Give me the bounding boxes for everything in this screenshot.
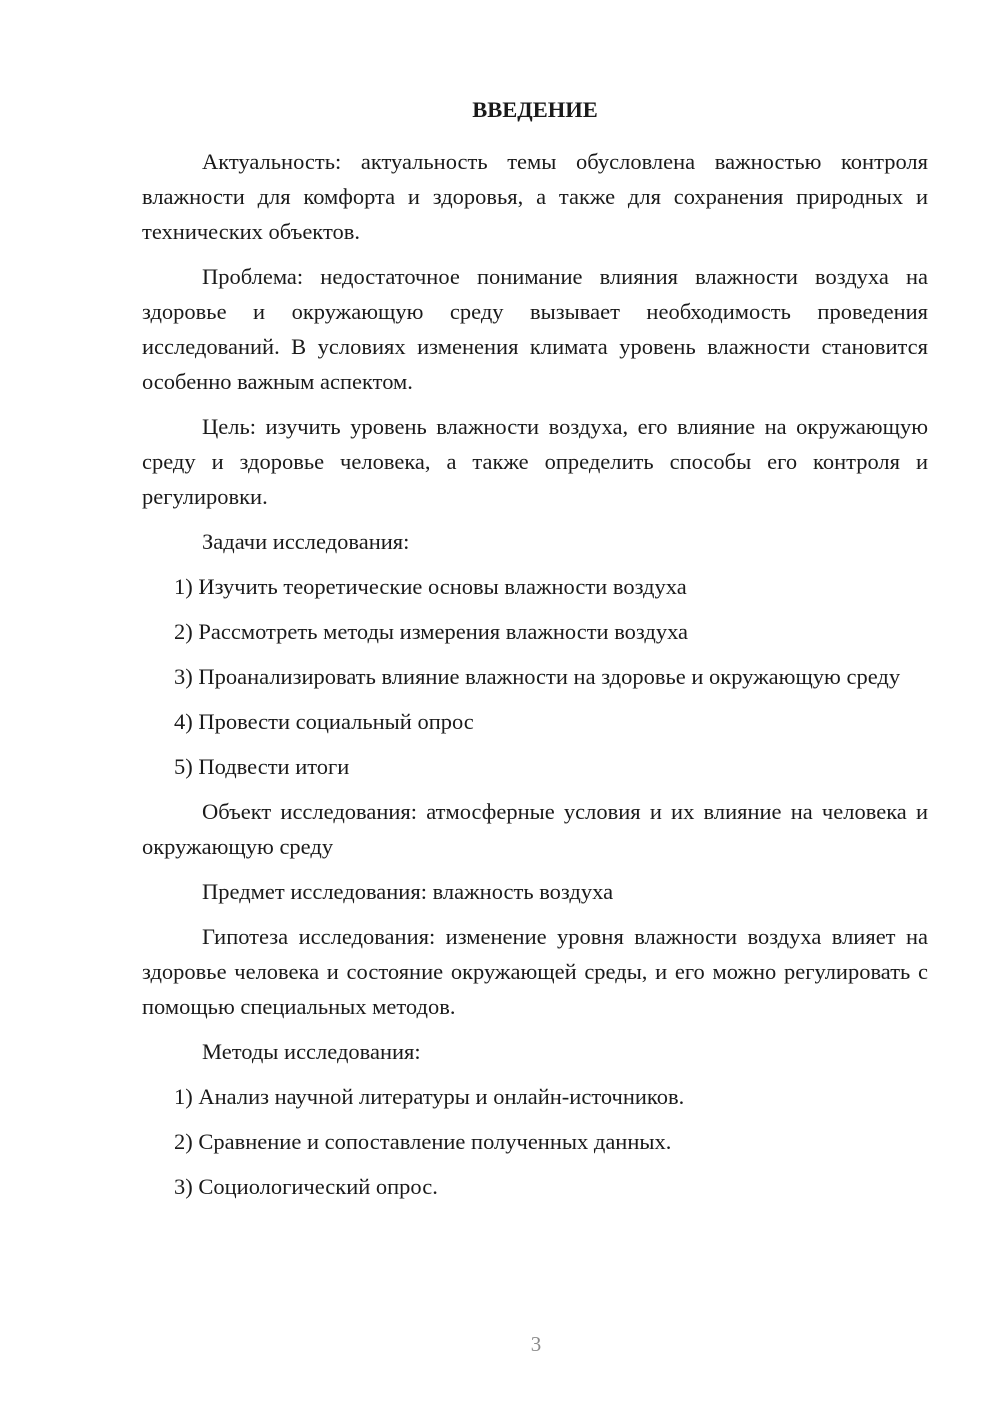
task-item: 4) Провести социальный опрос — [174, 709, 474, 734]
methods-heading: Методы исследования: — [202, 1039, 421, 1064]
method-item: 1) Анализ научной литературы и онлайн-источников. — [174, 1084, 685, 1109]
problem-paragraph: Проблема: недостаточное понимание влияния влажности воздуха на здоровье и окружающую среду вызывает необходимость проведения исследований. В условиях изменения климата уровень влажности становится особенно важным аспектом. — [142, 264, 928, 394]
object-paragraph: Объект исследования: атмосферные условия и их влияние на человека и окружающую среду — [142, 799, 928, 859]
hypothesis-paragraph: Гипотеза исследования: изменение уровня влажности воздуха влияет на здоровье человека и состояние окружающей среды, и его можно регулировать с помощью специальных методов. — [142, 924, 928, 1019]
method-item: 3) Социологический опрос. — [174, 1174, 438, 1199]
page-content — [142, 92, 928, 1214]
task-item: 5) Подвести итоги — [174, 754, 350, 779]
task-item: 3) Проанализировать влияние влажности на здоровье и окружающую среду — [174, 664, 901, 689]
subject-paragraph: Предмет исследования: влажность воздуха — [202, 879, 614, 904]
page-title: ВВЕДЕНИЕ — [472, 97, 598, 122]
task-item: 1) Изучить теоретические основы влажности воздуха — [174, 574, 687, 599]
task-item: 2) Рассмотреть методы измерения влажности воздуха — [174, 619, 689, 644]
tasks-heading: Задачи исследования: — [202, 529, 410, 554]
goal-paragraph: Цель: изучить уровень влажности воздуха, его влияние на окружающую среду и здоровье человека, а также определить способы его контроля и регулировки. — [142, 414, 928, 509]
relevance-paragraph: Актуальность: актуальность темы обусловлена важностью контроля влажности для комфорта и здоровья, а также для сохранения природных и технических объектов. — [142, 149, 928, 244]
method-item: 2) Сравнение и сопоставление полученных данных. — [174, 1129, 672, 1154]
page-number: 3 — [530, 1332, 542, 1356]
